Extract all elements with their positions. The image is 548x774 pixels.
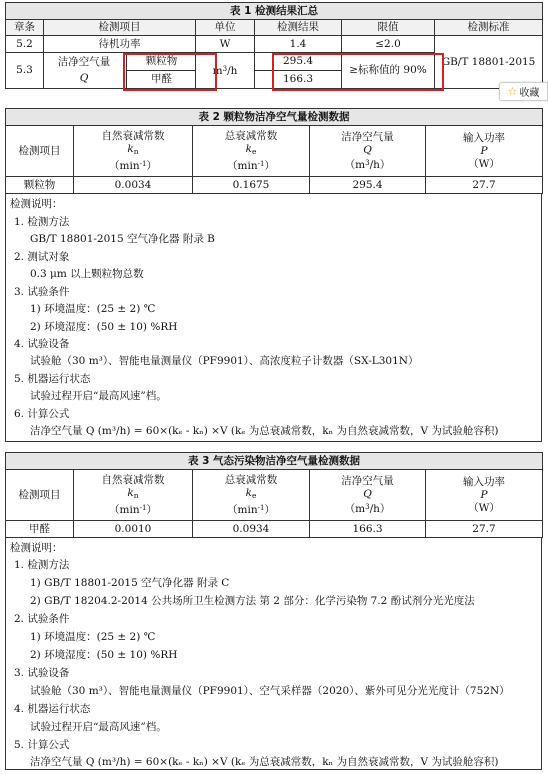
row-5-3-sub-formaldehyde: 甲醛 <box>151 73 172 85</box>
row-5-3-result-formaldehyde: 166.3 <box>282 73 314 85</box>
row-5-2-limit: ≤2.0 <box>342 36 435 53</box>
table2-row-ke: 0.1675 <box>193 177 310 194</box>
favorite-label: 收藏 <box>519 88 540 99</box>
note-item: 试验过程开启“最高风速”档。 <box>30 390 167 402</box>
note-item: 5. 计算公式 <box>14 739 70 751</box>
row-5-3-item-name: 洁净空气量 <box>57 56 111 68</box>
table3-header-ke: 总衰减常数 $k_e$ $(\min^{-1})$ <box>193 470 310 521</box>
note-item: 试验舱（30 m³）、智能电量测量仪（PF9901）、高浓度粒子计数器（SX-L301N） <box>30 355 419 367</box>
highlight-box-results <box>272 53 444 91</box>
note-heading: 检测说明： <box>10 198 63 210</box>
table1-header-limit: 限值 <box>342 20 435 36</box>
note-formula: 洁净空气量 Q (m³/h) = 60×(kₑ - kₙ) ×V (kₑ 为总衰减常数，kₙ 为自然衰减常数，V 为试验舱容积) <box>30 756 499 768</box>
note-item: 0.3 μm 以上颗粒物总数 <box>30 268 144 280</box>
table-row <box>6 36 543 53</box>
row-5-3-unit: $m^3/h$ <box>196 53 255 89</box>
note-formula: 洁净空气量 Q (m³/h) = 60×(kₑ - kₙ) ×V (kₑ 为总衰减常数，kₙ 为自然衰减常数，V 为试验舱容积) <box>30 425 499 437</box>
row-5-3-limit: ≥标称值的 90% <box>342 53 435 89</box>
note-item: 1. 检测方法 <box>14 216 70 228</box>
table2-header-p: 输入功率 P （W） <box>426 126 543 177</box>
table2-notes <box>5 194 542 442</box>
note-heading: 检测说明： <box>10 542 63 554</box>
table2-header-kn: 自然衰减常数 $k_n$ $(\min^{-1})$ <box>74 126 193 177</box>
table2-row-q: 295.4 <box>310 177 426 194</box>
note-item: 1) 环境温度：(25 ± 2) ℃ <box>30 631 156 643</box>
table3-notes <box>5 538 542 770</box>
note-item: 2. 测试对象 <box>14 251 70 263</box>
note-item: 3. 试验条件 <box>14 286 70 298</box>
row-5-3-result-particulate: 295.4 <box>282 55 314 67</box>
table3-row-p: 27.7 <box>426 521 543 538</box>
table1-header-result: 检测结果 <box>255 20 342 36</box>
table3-header-p: 输入功率 P （W） <box>426 470 543 521</box>
row-5-3-no: 5.3 <box>6 53 44 89</box>
table1-title: 表 1 检测结果汇总 <box>6 3 543 20</box>
gaseous-table <box>5 452 543 538</box>
note-item: 5. 机器运行状态 <box>14 373 91 385</box>
table1-header-standard: 检测标准 <box>435 20 543 36</box>
note-item: 4. 机器运行状态 <box>14 703 91 715</box>
table2-header-ke: 总衰减常数 $k_e$ $(\min^{-1})$ <box>193 126 310 177</box>
note-item: 2) 环境湿度：(50 ± 10) %RH <box>30 649 178 661</box>
table1-header-item: 检测项目 <box>44 20 196 36</box>
table3-header-kn: 自然衰减常数 $k_n$ $(\min^{-1})$ <box>74 470 193 521</box>
table2-row-kn: 0.0034 <box>74 177 193 194</box>
table2-title: 表 2 颗粒物洁净空气量检测数据 <box>6 109 543 126</box>
row-5-2-result: 1.4 <box>255 36 342 53</box>
note-item: 1) GB/T 18801-2015 空气净化器 附录 C <box>30 577 230 589</box>
note-item: 4. 试验设备 <box>14 338 70 350</box>
table2-row-item: 颗粒物 <box>6 177 74 194</box>
table3-row-item: 甲醛 <box>6 521 74 538</box>
table1-header-unit: 单位 <box>196 20 255 36</box>
note-item: GB/T 18801-2015 空气净化器 附录 B <box>30 233 215 245</box>
star-icon: ☆ <box>507 85 518 98</box>
table3-row-ke: 0.0934 <box>193 521 310 538</box>
table3-header-q: 洁净空气量 Q $(m^3/h)$ <box>310 470 426 521</box>
table1-header-no: 章条 <box>6 20 44 36</box>
note-item: 6. 计算公式 <box>14 408 70 420</box>
table2-row-p: 27.7 <box>426 177 543 194</box>
note-item: 1) 环境温度：(25 ± 2) ℃ <box>30 303 156 315</box>
row-5-3-sub-particulate: 颗粒物 <box>145 55 178 67</box>
note-item: 2) 环境湿度：(50 ± 10) %RH <box>30 321 178 333</box>
note-item: 2. 试验条件 <box>14 613 70 625</box>
row-standard: GB/T 18801-2015 <box>435 36 543 89</box>
note-item: 2) GB/T 18204.2-2014 公共场所卫生检测方法 第 2 部分：化学污染物 7.2 酚试剂分光光度法 <box>30 595 475 607</box>
row-5-2-unit: W <box>196 36 255 53</box>
table3-title: 表 3 气态污染物洁净空气量检测数据 <box>6 453 543 470</box>
highlight-box-items <box>123 53 217 91</box>
row-5-2-item: 待机功率 <box>44 36 196 53</box>
note-item: 试验舱（30 m³）、智能电量测量仪（PF9901）、空气采样器（2020）、紫外可见分光光度计（752N） <box>30 685 510 697</box>
table3-row-q: 166.3 <box>310 521 426 538</box>
favorite-button[interactable] <box>499 82 548 101</box>
particulate-table <box>5 108 543 194</box>
row-5-3-item-symbol: Q <box>79 72 89 84</box>
note-item: 1. 检测方法 <box>14 559 70 571</box>
table2-header-q: 洁净空气量 Q $(m^3/h)$ <box>310 126 426 177</box>
table2-header-item: 检测项目 <box>6 126 74 177</box>
note-item: 3. 试验设备 <box>14 667 70 679</box>
note-item: 试验过程开启“最高风速”档。 <box>30 721 167 733</box>
table-row <box>6 177 543 194</box>
table3-row-kn: 0.0010 <box>74 521 193 538</box>
table3-header-item: 检测项目 <box>6 470 74 521</box>
row-5-2-no: 5.2 <box>6 36 44 53</box>
table-row <box>6 521 543 538</box>
